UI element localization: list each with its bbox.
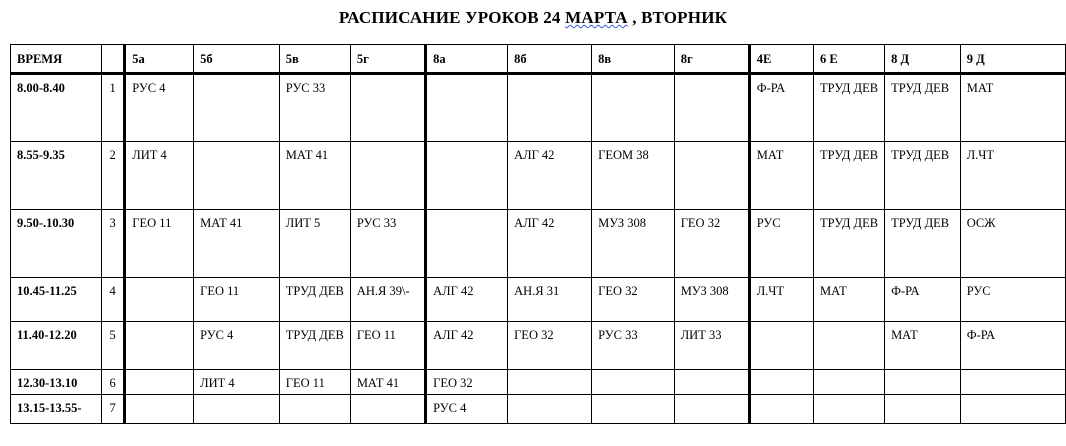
schedule-cell: ЛИТ 4 <box>194 370 280 395</box>
schedule-cell: ОСЖ <box>960 210 1065 278</box>
schedule-cell: ГЕО 32 <box>508 322 592 370</box>
schedule-cell: ГЕО 32 <box>426 370 508 395</box>
time-cell: 12.30-13.10 <box>11 370 102 395</box>
schedule-cell: АЛГ 42 <box>426 278 508 322</box>
schedule-cell: ТРУД ДЕВ <box>814 74 885 142</box>
schedule-cell <box>125 278 194 322</box>
schedule-cell: МУЗ 308 <box>674 278 749 322</box>
schedule-cell <box>885 370 961 395</box>
schedule-cell: МАТ <box>814 278 885 322</box>
schedule-cell <box>426 74 508 142</box>
lesson-number-cell: 7 <box>101 395 124 424</box>
schedule-cell <box>592 74 675 142</box>
schedule-cell: РУС 4 <box>426 395 508 424</box>
schedule-cell: МАТ 41 <box>194 210 280 278</box>
header-class: 8а <box>426 45 508 74</box>
schedule-cell <box>194 395 280 424</box>
schedule-cell <box>749 395 813 424</box>
lesson-number-cell: 5 <box>101 322 124 370</box>
schedule-cell: АЛГ 42 <box>508 142 592 210</box>
table-row <box>11 142 1066 210</box>
page-title <box>0 8 1066 28</box>
schedule-cell <box>508 370 592 395</box>
header-class: 5б <box>194 45 280 74</box>
time-cell: 8.55-9.35 <box>11 142 102 210</box>
schedule-cell: АЛГ 42 <box>508 210 592 278</box>
title-suffix: , ВТОРНИК <box>627 8 728 27</box>
schedule-cell: ГЕО 11 <box>194 278 280 322</box>
schedule-cell: РУС 4 <box>194 322 280 370</box>
schedule-cell <box>674 74 749 142</box>
schedule-cell: АЛГ 42 <box>426 322 508 370</box>
time-cell: 8.00-8.40 <box>11 74 102 142</box>
schedule-cell <box>350 74 425 142</box>
schedule-cell: МАТ 41 <box>279 142 350 210</box>
schedule-cell: РУС 33 <box>279 74 350 142</box>
schedule-cell <box>960 370 1065 395</box>
time-cell: 11.40-12.20 <box>11 322 102 370</box>
schedule-cell <box>194 142 280 210</box>
header-class: 4Е <box>749 45 813 74</box>
schedule-cell: ГЕО 32 <box>674 210 749 278</box>
lesson-number-cell: 2 <box>101 142 124 210</box>
table-row <box>11 210 1066 278</box>
schedule-cell: АН.Я 39\- <box>350 278 425 322</box>
schedule-cell: ТРУД ДЕВ <box>885 142 961 210</box>
header-lesson-number <box>101 45 124 74</box>
schedule-cell: РУС 33 <box>592 322 675 370</box>
schedule-cell: РУС <box>960 278 1065 322</box>
schedule-cell: МАТ <box>960 74 1065 142</box>
time-cell: 10.45-11.25 <box>11 278 102 322</box>
header-class: 9 Д <box>960 45 1065 74</box>
title-prefix: РАСПИСАНИЕ УРОКОВ 24 <box>338 8 566 27</box>
schedule-cell <box>350 142 425 210</box>
schedule-table <box>10 44 1066 424</box>
schedule-cell <box>674 370 749 395</box>
schedule-cell: РУС 33 <box>350 210 425 278</box>
header-class: 8г <box>674 45 749 74</box>
schedule-cell <box>592 395 675 424</box>
table-row <box>11 395 1066 424</box>
time-cell: 9.50-.10.30 <box>11 210 102 278</box>
lesson-number-cell: 6 <box>101 370 124 395</box>
header-class: 5в <box>279 45 350 74</box>
schedule-cell <box>125 322 194 370</box>
schedule-cell: Л.ЧТ <box>960 142 1065 210</box>
schedule-cell: Л.ЧТ <box>749 278 813 322</box>
table-row <box>11 370 1066 395</box>
schedule-cell <box>674 395 749 424</box>
header-class: 5а <box>125 45 194 74</box>
schedule-cell: Ф-РА <box>960 322 1065 370</box>
table-row <box>11 278 1066 322</box>
schedule-cell: ТРУД ДЕВ <box>814 210 885 278</box>
schedule-cell <box>125 395 194 424</box>
table-row <box>11 322 1066 370</box>
schedule-cell: РУС 4 <box>125 74 194 142</box>
schedule-cell: ТРУД ДЕВ <box>279 322 350 370</box>
schedule-cell <box>814 395 885 424</box>
time-cell: 13.15-13.55- <box>11 395 102 424</box>
schedule-cell: РУС <box>749 210 813 278</box>
schedule-cell <box>350 395 425 424</box>
schedule-cell <box>885 395 961 424</box>
header-class: 6 Е <box>814 45 885 74</box>
header-time: ВРЕМЯ <box>11 45 102 74</box>
schedule-cell <box>674 142 749 210</box>
schedule-cell <box>279 395 350 424</box>
schedule-cell: ЛИТ 4 <box>125 142 194 210</box>
title-month: МАРТА <box>565 8 628 27</box>
schedule-cell: ЛИТ 5 <box>279 210 350 278</box>
schedule-cell <box>749 322 813 370</box>
schedule-cell <box>960 395 1065 424</box>
schedule-cell <box>814 322 885 370</box>
schedule-cell: ТРУД ДЕВ <box>814 142 885 210</box>
schedule-cell <box>508 395 592 424</box>
schedule-cell: Ф-РА <box>749 74 813 142</box>
schedule-cell <box>814 370 885 395</box>
schedule-cell: ГЕО 11 <box>125 210 194 278</box>
schedule-cell: ТРУД ДЕВ <box>279 278 350 322</box>
table-header-row <box>11 45 1066 74</box>
schedule-cell <box>426 210 508 278</box>
header-class: 5г <box>350 45 425 74</box>
schedule-cell: МАТ <box>749 142 813 210</box>
schedule-cell: МАТ <box>885 322 961 370</box>
header-class: 8 Д <box>885 45 961 74</box>
schedule-cell: МУЗ 308 <box>592 210 675 278</box>
schedule-cell: Ф-РА <box>885 278 961 322</box>
schedule-cell <box>125 370 194 395</box>
schedule-cell: ГЕО 11 <box>279 370 350 395</box>
schedule-cell <box>749 370 813 395</box>
schedule-cell: ТРУД ДЕВ <box>885 74 961 142</box>
lesson-number-cell: 4 <box>101 278 124 322</box>
lesson-number-cell: 3 <box>101 210 124 278</box>
schedule-cell: ГЕО 32 <box>592 278 675 322</box>
schedule-cell: АН.Я 31 <box>508 278 592 322</box>
schedule-cell <box>426 142 508 210</box>
schedule-cell <box>592 370 675 395</box>
schedule-cell: ЛИТ 33 <box>674 322 749 370</box>
schedule-cell: ГЕО 11 <box>350 322 425 370</box>
schedule-cell <box>508 74 592 142</box>
schedule-cell <box>194 74 280 142</box>
lesson-number-cell: 1 <box>101 74 124 142</box>
header-class: 8б <box>508 45 592 74</box>
schedule-cell: ГЕОМ 38 <box>592 142 675 210</box>
schedule-cell: ТРУД ДЕВ <box>885 210 961 278</box>
header-class: 8в <box>592 45 675 74</box>
table-row <box>11 74 1066 142</box>
schedule-cell: МАТ 41 <box>350 370 425 395</box>
